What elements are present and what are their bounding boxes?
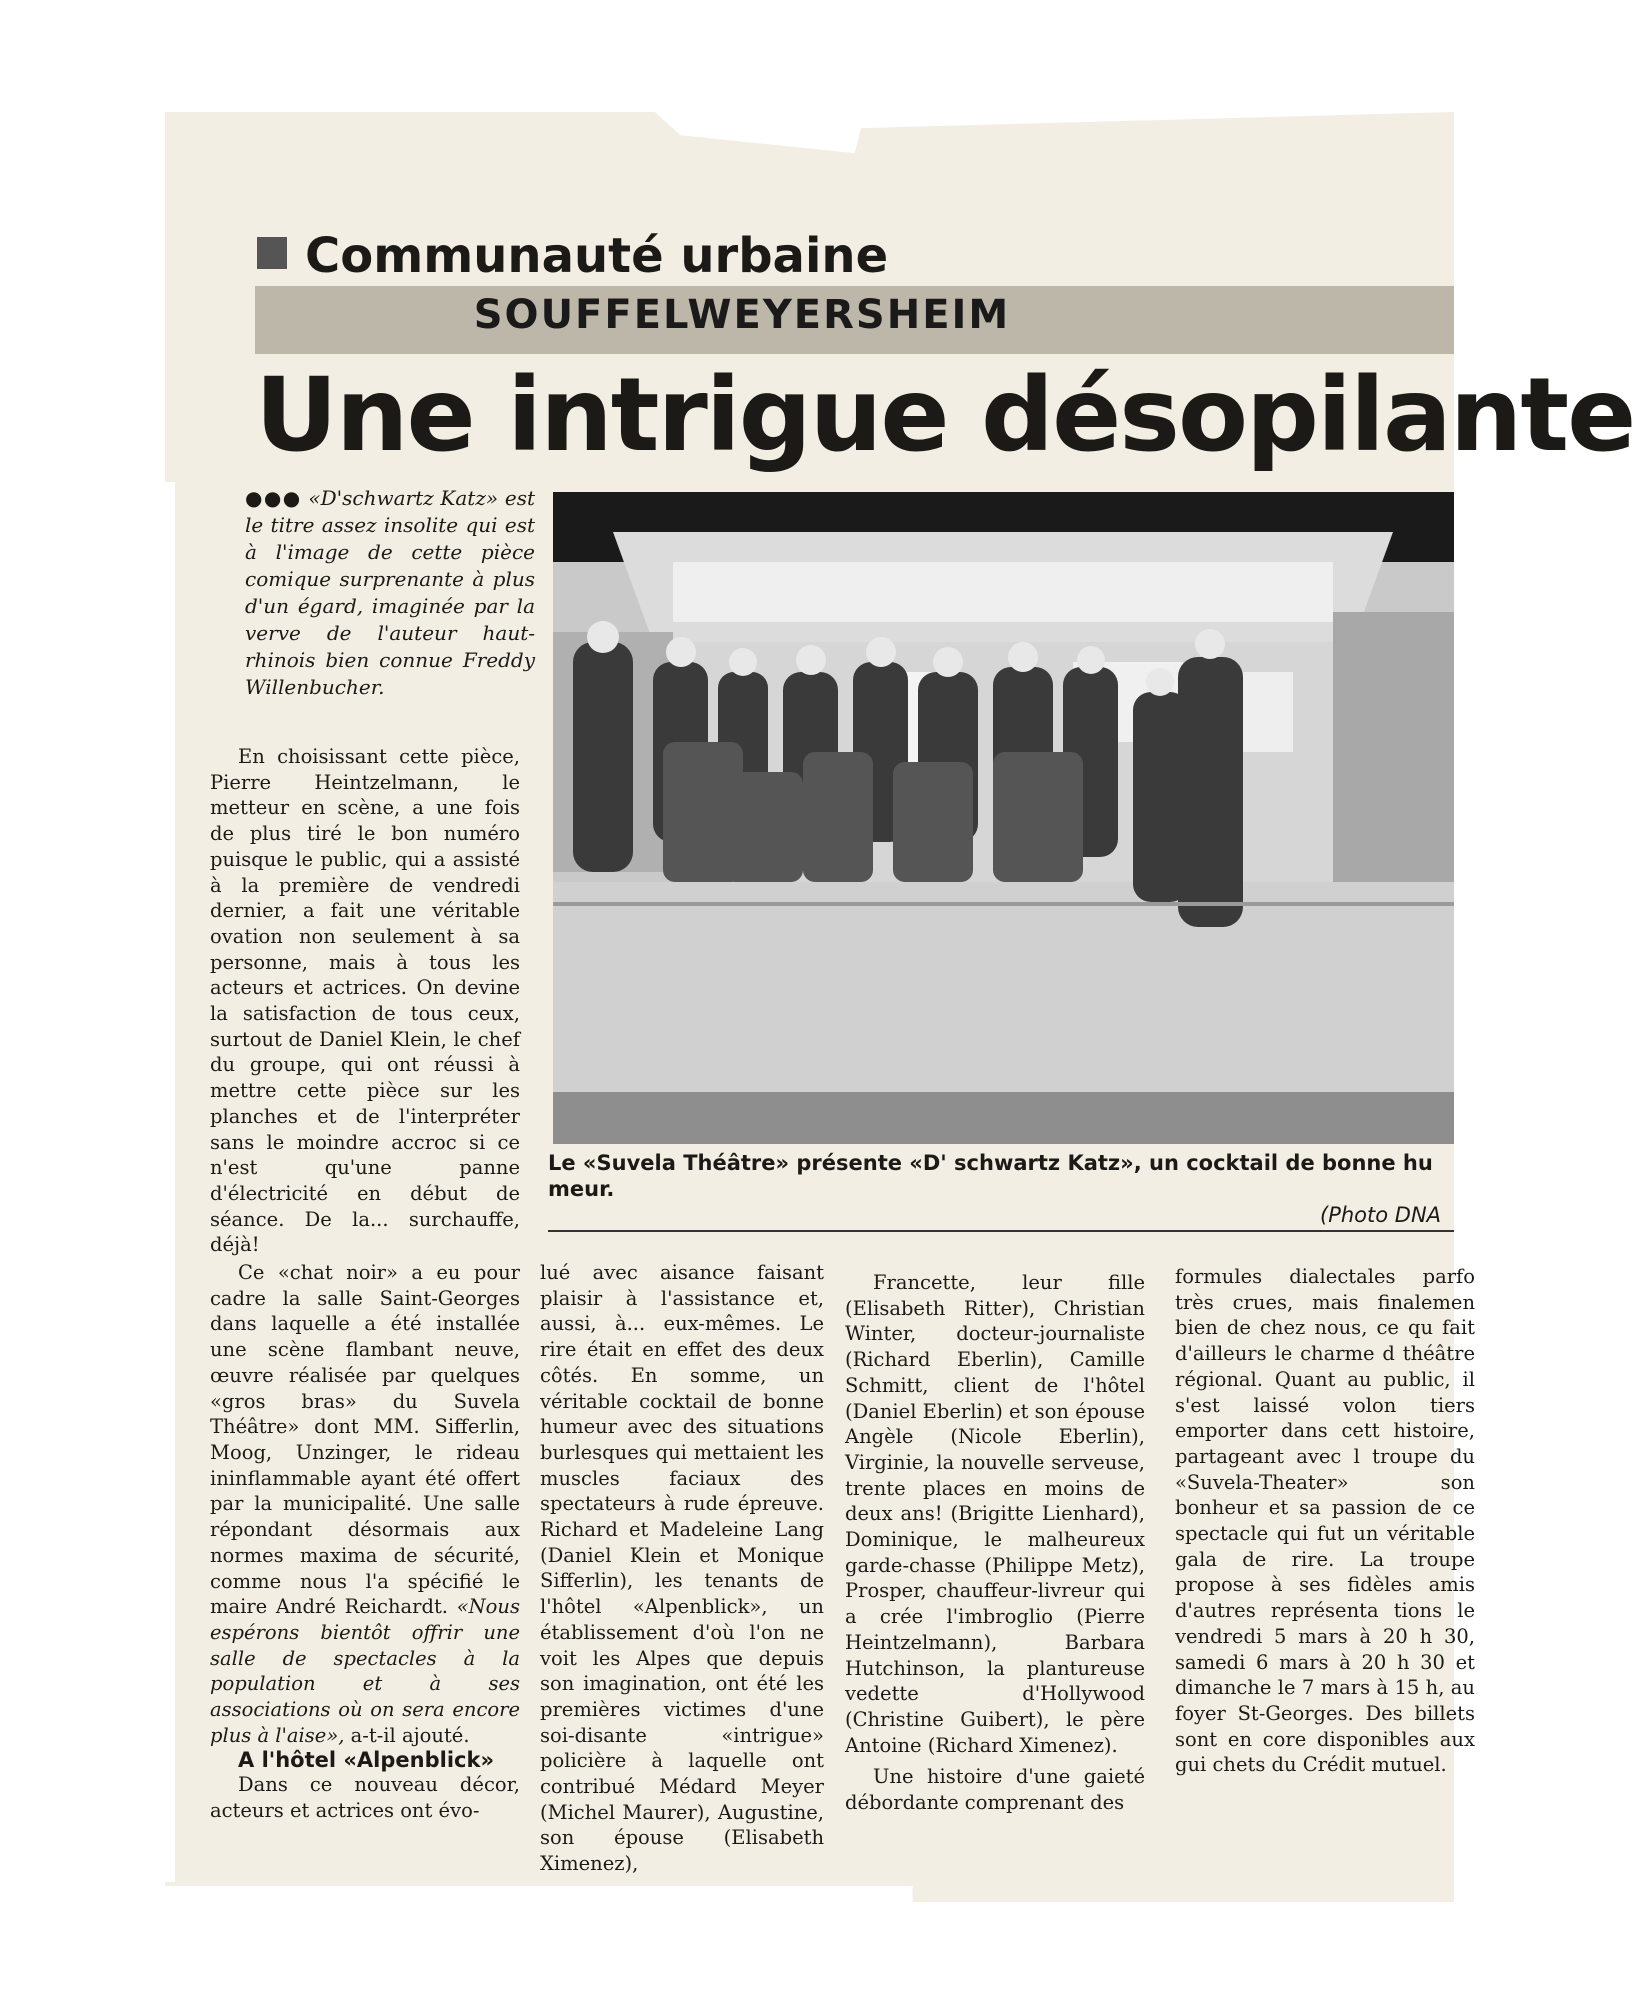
col1-paragraph-2 <box>210 1260 520 1748</box>
col1-paragraph-1: En choisissant cette pièce, Pierre Heintzelmann, le metteur en scène, a une fois de plus tiré le bon numéro puisque le public, qui a assisté à la première de vendredi dernier, a fait une véritable ovation non seulement à sa personne, mais à tous les acteurs et actrices. On devine la satisfaction de tous ceux, surtout de Daniel Klein, le chef du groupe, qui ont réussi à mettre cette pièce sur les planches et de l'interpréter sans le moindre accroc si ce n'est qu'une panne d'électricité en début de séance. De la... surchauffe, déjà! <box>210 745 520 1257</box>
lead-bullets: ●●● <box>245 486 302 510</box>
headline: Une intrigue désopilante <box>255 356 1634 475</box>
photo-credit: (Photo DNA <box>1320 1203 1442 1227</box>
section-marker <box>257 237 287 269</box>
location-title: SOUFFELWEYERSHEIM <box>473 292 1011 338</box>
caption-rule <box>548 1230 1454 1232</box>
col1-paragraph-3: Dans ce nouveau décor, acteurs et actrices ont évo- <box>210 1773 520 1823</box>
article-column-1 <box>210 744 520 1824</box>
caption-line-1: Le «Suvela Théâtre» présente «D' schwartz Katz», un cocktail de bonne hu <box>548 1151 1433 1175</box>
article-column-3 <box>845 1270 1145 1816</box>
lead-paragraph <box>245 485 535 701</box>
mayor-quote: «Nous espérons bientôt offrir une salle de spectacles à la population et à ses associations où on sera encore plus à l'aise», <box>210 1595 520 1747</box>
article-column-2 <box>540 1260 824 1877</box>
lead-text: «D'schwartz Katz» est le titre assez insolite qui est à l'image de cette pièce comique surprenante à plus d'un égard, imaginée par la verve de l'auteur haut-rhinois bien connue Freddy Willenbucher. <box>245 486 536 699</box>
subheading-alpenblick: A l'hôtel «Alpenblick» <box>238 1748 495 1773</box>
col1-paragraph-2-text: Ce «chat noir» a eu pour cadre la salle Saint-Georges dans laquelle a été installée une scène flambant neuve, œuvre réalisée par quelques «gros bras» du Suvela Théâtre» dont MM. Sifferlin, Moog, Unzinger, le rideau ininflammable ayant été offert par la municipalité. Une salle répondant désormais aux normes maxima de sécurité, comme nous l'a spécifié le maire André Reichardt. <box>210 1261 520 1619</box>
section-kicker: Communauté urbaine <box>305 228 889 284</box>
col3-paragraph-2: Une histoire d'une gaieté débordante comprenant des <box>845 1765 1145 1815</box>
col4-paragraph-1: formules dialectales parfo très crues, mais finalemen bien de chez nous, ce qu fait d'ailleurs le charme d théâtre régional. Quant au public, il s'est laissé volon tiers emporter dans cett histoire, partageant avec l troupe du «Suvela-Theater» son bonheur et sa passion de ce spectacle qui fut un véritable gala de rire. La troupe propose à ses fidèles amis d'autres représenta tions le vendredi 5 mars à 20 h 30, samedi 6 mars à 20 h 30 et dimanche le 7 mars à 15 h, au foyer St-Georges. Des billets sont en core disponibles aux gui chets du Crédit mutuel. <box>1175 1265 1475 1777</box>
troupe-photo-illustration <box>553 492 1454 1144</box>
col2-paragraph-1: lué avec aisance faisant plaisir à l'assistance et, aussi, à... eux-mêmes. Le rire était en effet des deux côtés. En somme, un véritable cocktail de bonne humeur avec des situations burlesques qui mettaient les muscles faciaux des spectateurs à rude épreuve. Richard et Madeleine Lang (Daniel Klein et Monique Sifferlin), les tenants de l'hôtel «Alpenblick», un établissement d'où l'on ne voit les Alpes que depuis son imagination, ont été les premières victimes d'une soi-disante «intrigue» policière à laquelle ont contribué Médard Meyer (Michel Maurer), Augustine, son épouse (Elisabeth Ximenez), <box>540 1261 824 1876</box>
article-column-4 <box>1175 1264 1475 1864</box>
stage-photo <box>553 492 1454 1144</box>
col3-paragraph-1: Francette, leur fille (Elisabeth Ritter), Christian Winter, docteur-journaliste (Richard Eberlin), Camille Schmitt, client de l'hôtel (Daniel Eberlin) et son épouse Angèle (Nicole Eberlin), Virginie, la nouvelle serveuse, trente places en moins de deux ans! (Brigitte Lienhard), Dominique, le malheureux garde-chasse (Philippe Metz), Prosper, chauffeur-livreur qui a crée l'imbroglio (Pierre Heintzelmann), Barbara Hutchinson, la plantureuse vedette d'Hollywood (Christine Guibert), le père Antoine (Richard Ximenez). <box>845 1271 1146 1757</box>
col1-paragraph-2-end: a-t-il ajouté. <box>350 1723 470 1747</box>
caption-line-2: meur. <box>548 1177 615 1201</box>
photo-caption <box>548 1150 1454 1202</box>
